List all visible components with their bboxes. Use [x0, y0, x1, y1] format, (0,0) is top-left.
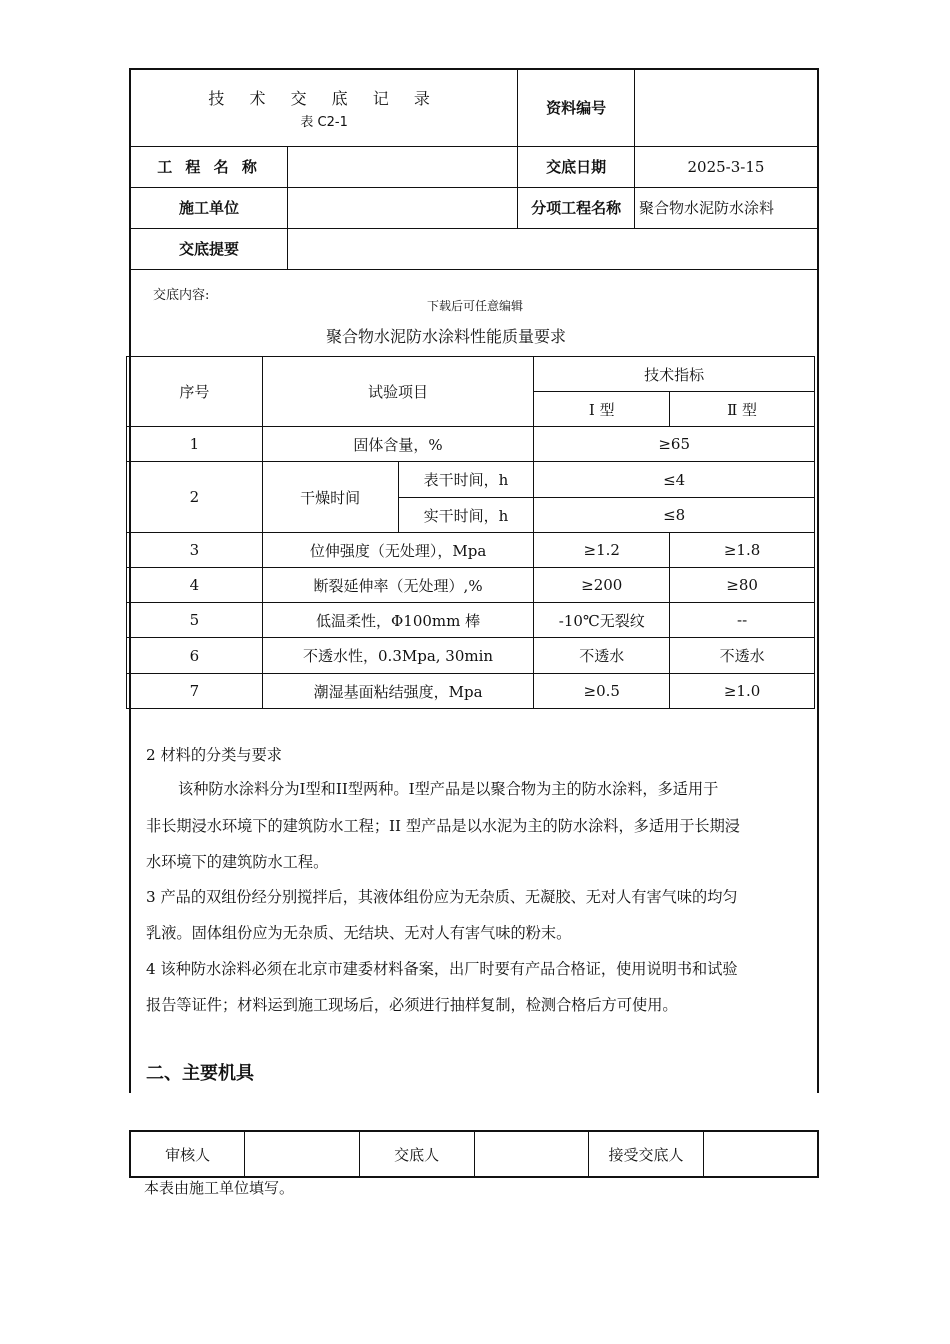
unit-label: 施工单位 — [130, 187, 288, 228]
row-item: 断裂延伸率（无处理）,% — [262, 568, 534, 603]
sub-project-field[interactable]: 聚合物水泥防水涂料 — [634, 187, 818, 228]
header-table — [129, 68, 819, 270]
col-type2-header: Ⅱ 型 — [670, 392, 815, 427]
row-value: ≥65 — [534, 427, 815, 462]
form-title-cell — [130, 69, 518, 146]
section3-line1: 3 产品的双组份经分别搅拌后，其液体组份应为无杂质、无凝胶、无对人有害气味的均匀 — [146, 888, 738, 906]
signoff-table — [129, 1130, 819, 1178]
row-type2: ≥80 — [670, 568, 815, 603]
intro-label: 交底内容: — [153, 288, 210, 303]
col-no-header: 序号 — [127, 357, 263, 427]
table-row — [127, 603, 815, 638]
row-type1: -10℃无裂纹 — [534, 603, 670, 638]
row-item: 潮湿基面粘结强度，Mpa — [262, 674, 534, 709]
table-row — [127, 533, 815, 568]
row-value: ≤4 — [534, 462, 815, 498]
footer-note: 本表由施工单位填写。 — [144, 1179, 295, 1197]
row-type2: 不透水 — [670, 638, 815, 674]
quality-table — [126, 356, 815, 709]
section2-paragraph-line2: 非长期浸水环境下的建筑防水工程；II 型产品是以水泥为主的防水涂料，多适用于长期浸 — [146, 817, 740, 835]
form-number: 表 C2-1 — [300, 114, 348, 130]
section2-title: 2 材料的分类与要求 — [146, 746, 282, 764]
col-item-header: 试验项目 — [262, 357, 534, 427]
table-title: 聚合物水泥防水涂料性能质量要求 — [325, 327, 566, 346]
receiver-field[interactable] — [703, 1131, 818, 1177]
row-type1: ≥0.5 — [534, 674, 670, 709]
row-no: 7 — [127, 674, 263, 709]
row-subitem: 表干时间，h — [398, 462, 534, 498]
tools-heading: 二、主要机具 — [146, 1063, 254, 1084]
receiver-label: 接受交底人 — [589, 1131, 704, 1177]
row-item: 不透水性，0.3Mpa, 30min — [262, 638, 534, 674]
form-title: 技 术 交 底 记 录 — [208, 88, 440, 108]
row-type1: ≥1.2 — [534, 533, 670, 568]
table-row — [127, 674, 815, 709]
col-type1-header: Ⅰ 型 — [534, 392, 670, 427]
discloser-field[interactable] — [474, 1131, 589, 1177]
row-item: 固体含量，% — [262, 427, 534, 462]
row-item: 位伸强度（无处理），Mpa — [262, 533, 534, 568]
row-subitem: 实干时间，h — [398, 498, 534, 533]
row-no: 5 — [127, 603, 263, 638]
section4-line1: 4 该种防水涂料必须在北京市建委材料备案，出厂时要有产品合格证，使用说明书和试验 — [146, 960, 738, 978]
doc-no-field[interactable] — [634, 69, 818, 146]
reviewer-label: 审核人 — [130, 1131, 245, 1177]
project-name-field[interactable] — [288, 146, 518, 187]
row-item: 干燥时间 — [262, 462, 398, 533]
reviewer-field[interactable] — [245, 1131, 360, 1177]
table-row — [127, 638, 815, 674]
row-type2: ≥1.0 — [670, 674, 815, 709]
col-spec-header: 技术指标 — [534, 357, 815, 392]
section2-paragraph-line1: 该种防水涂料分为Ⅰ型和II型两种。Ⅰ型产品是以聚合物为主的防水涂料，多适用于 — [178, 780, 719, 798]
summary-field[interactable] — [288, 228, 818, 269]
table-row — [127, 568, 815, 603]
row-value: ≤8 — [534, 498, 815, 533]
date-field[interactable]: 2025-3-15 — [634, 146, 818, 187]
row-type1: ≥200 — [534, 568, 670, 603]
row-type1: 不透水 — [534, 638, 670, 674]
row-type2: -- — [670, 603, 815, 638]
table-row — [127, 462, 815, 498]
section2-paragraph-line3: 水环境下的建筑防水工程。 — [146, 853, 329, 871]
row-item: 低温柔性，Φ100mm 棒 — [262, 603, 534, 638]
row-no: 4 — [127, 568, 263, 603]
discloser-label: 交底人 — [359, 1131, 474, 1177]
project-name-label: 工 程 名 称 — [130, 146, 288, 187]
row-no: 2 — [127, 462, 263, 533]
date-label: 交底日期 — [518, 146, 635, 187]
section4-line2: 报告等证件；材料运到施工现场后，必须进行抽样复制，检测合格后方可使用。 — [146, 996, 678, 1014]
table-row — [127, 427, 815, 462]
row-type2: ≥1.8 — [670, 533, 815, 568]
row-no: 6 — [127, 638, 263, 674]
summary-label: 交底提要 — [130, 228, 288, 269]
row-no: 1 — [127, 427, 263, 462]
row-no: 3 — [127, 533, 263, 568]
unit-field[interactable] — [288, 187, 518, 228]
doc-no-label: 资料编号 — [518, 69, 635, 146]
sub-project-label: 分项工程名称 — [518, 187, 635, 228]
section3-line2: 乳液。固体组份应为无杂质、无结块、无对人有害气味的粉末。 — [146, 924, 572, 942]
watermark-text: 下载后可任意编辑 — [426, 299, 523, 313]
